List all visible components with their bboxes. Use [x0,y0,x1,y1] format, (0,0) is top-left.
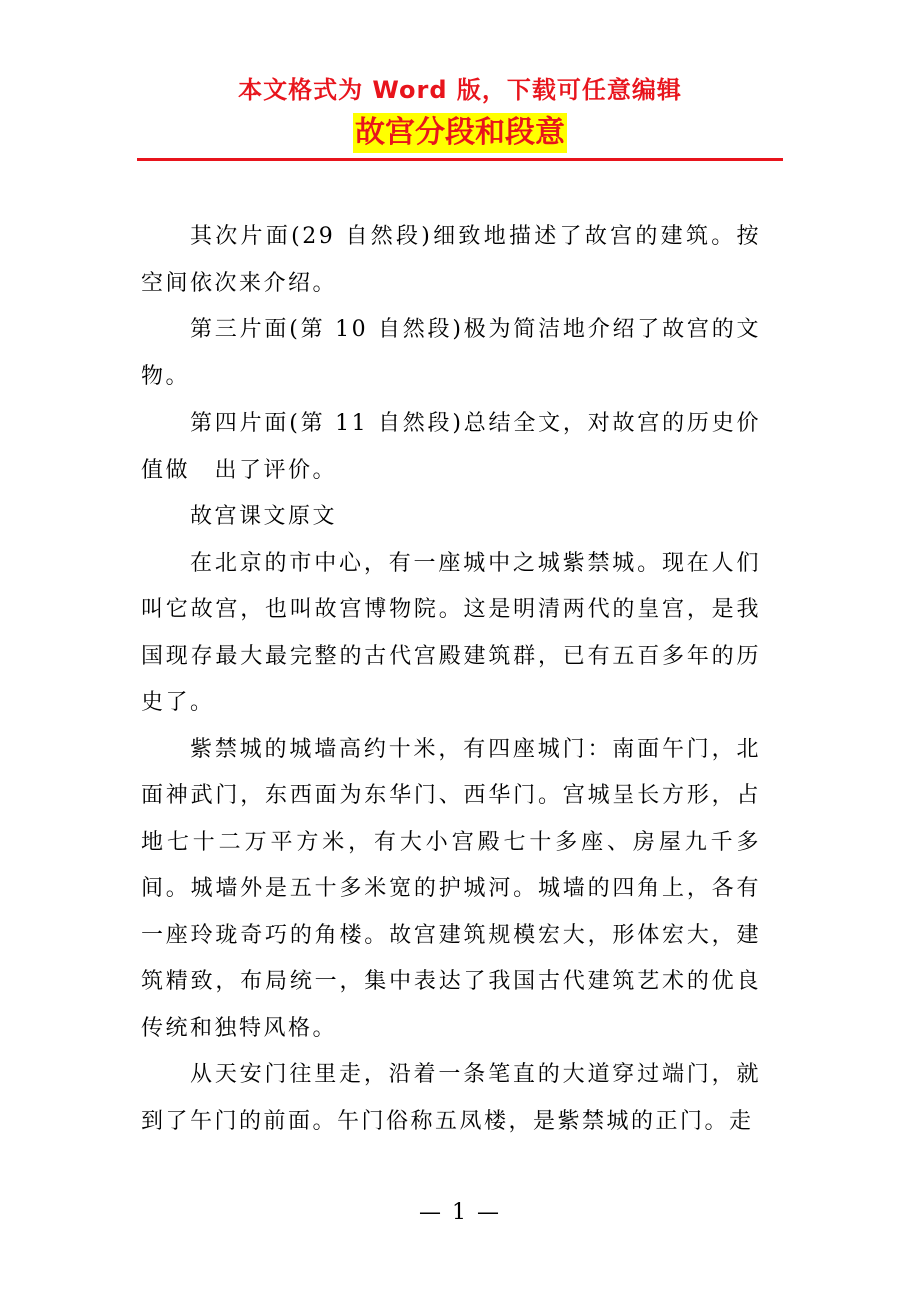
body-block-1 [141,214,786,400]
page-number: — 1 — [419,1200,501,1225]
body-block-2 [141,401,761,1145]
paragraph-intro: 在北京的市中心，有一座城中之城紫禁城。现在人们叫它故宫，也叫故宫博物院。这是明清两代的皇宫，是我国现存最大最完整的古代宫殿建筑群，已有五百多年的历史了。 [141,550,761,715]
paragraph-part-three: 第三片面(第 10 自然段)极为简洁地介绍了故宫的文物。 [141,317,761,389]
download-note: 本文格式为 Word 版，下载可任意编辑 [238,76,682,104]
document-title: 故宫分段和段意 [353,113,567,153]
paragraph-part-two: 其次片面(29 自然段)细致地描述了故宫的建筑。按 空间依次来介绍。 [141,224,786,296]
paragraph-part-four: 第四片面(第 11 自然段)总结全文，对故宫的历史价值做 出了评价。 [141,411,761,483]
title-divider [137,158,783,161]
paragraph-walls: 紫禁城的城墙高约十米，有四座城门：南面午门，北面神武门，东西面为东华门、西华门。宫城呈长方形，占地七十二万平方米，有大小宫殿七十多座、房屋九千多间。城墙外是五十多米宽的护城河。城墙的四角上，各有一座玲珑奇巧的角楼。故宫建筑规模宏大，形体宏大，建筑精致，布局统一，集中表达了我国古代建筑艺术的优良传统和独特风格。 [141,736,761,1041]
title-container [0,113,920,153]
paragraph-meridian-gate: 从天安门往里走，沿着一条笔直的大道穿过端门，就到了午门的前面。午门俗称五凤楼，是紫禁城的正门。走 [141,1062,761,1134]
section-heading-original-text: 故宫课文原文 [190,504,338,529]
